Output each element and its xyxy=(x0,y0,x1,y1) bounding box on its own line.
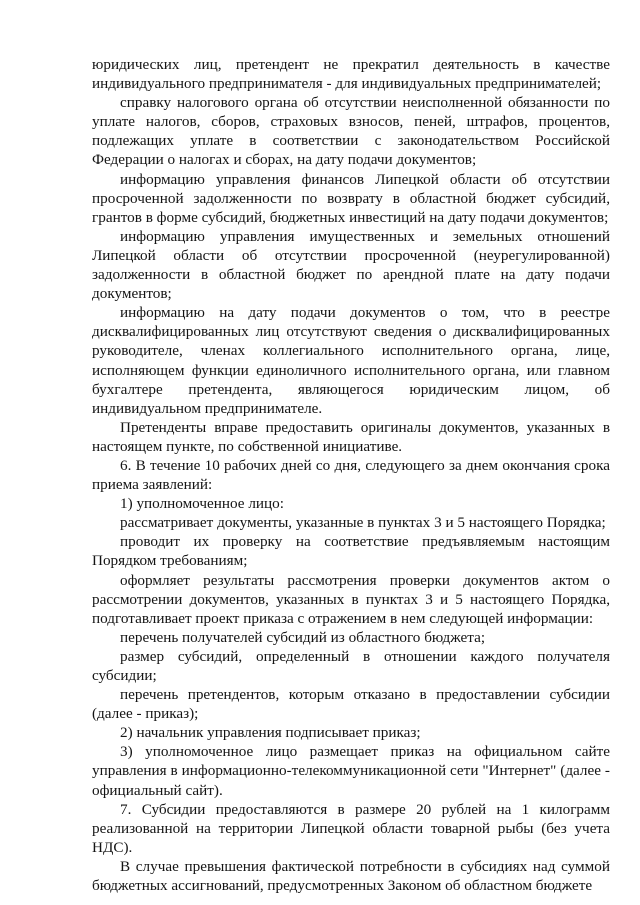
paragraph-property-info: информацию управления имущественных и земельных отношений Липецкой области об отсутствии просроченной (неурегулированной) задолженности в областной бюджет по арендной плате на дату подачи документов; xyxy=(92,227,610,303)
paragraph-reviews: рассматривает документы, указанные в пунктах 3 и 5 настоящего Порядка; xyxy=(120,514,606,532)
paragraph-item-7: 7. Субсидии предоставляются в размере 20 рублей на 1 килограмм реализованной на территории Липецкой области товарной рыбы (без учета НДС). xyxy=(92,800,610,856)
paragraph-excess: В случае превышения фактической потребности в субсидиях над суммой бюджетных ассигнований, предусмотренных Законом об областном бюджете xyxy=(92,857,610,895)
paragraph-continuation: юридических лиц, претендент не прекратил деятельность в качестве индивидуального предпринимателя - для индивидуальных предпринимателей; xyxy=(92,56,610,93)
paragraph-tax-certificate: справку налогового органа об отсутствии неисполненной обязанности по уплате налогов, сборов, страховых взносов, пеней, штрафов, процентов, подлежащих уплате в соответствии с законодательством Российской Федерации о налогах и сборах, на дату подачи документов; xyxy=(92,94,610,169)
paragraph-sub-1: 1) уполномоченное лицо: xyxy=(120,495,284,513)
paragraph-act: оформляет результаты рассмотрения проверки документов актом о рассмотрении документов, указанных в пунктах 3 и 5 настоящего Порядка, подготавливает проект приказа с отражением в нем следующей информации: xyxy=(92,571,610,627)
paragraph-sub-2: 2) начальник управления подписывает приказ; xyxy=(120,724,421,742)
paragraph-sub-3: 3) уполномоченное лицо размещает приказ на официальном сайте управления в информационно-телекоммуникационной сети "Интернет" (далее - официальный сайт). xyxy=(92,743,610,799)
paragraph-finance-info: информацию управления финансов Липецкой области об отсутствии просроченной задолженности по возврату в областной бюджет субсидий, грантов в форме субсидий, бюджетных инвестиций на дату подачи документов; xyxy=(92,170,610,226)
paragraph-disqualified-registry: информацию на дату подачи документов о том, что в реестре дисквалифицированных лиц отсутствуют сведения о дисквалифицированных руководителе, членах коллегиального исполнительного органа, лице, исполняющем функции единоличного исполнительного органа, или главном бухгалтере претендента, являющегося юридическим лицом, об индивидуальном предпринимателе. xyxy=(92,304,610,417)
document-body xyxy=(92,55,610,895)
paragraph-refused-list: перечень претендентов, которым отказано в предоставлении субсидии (далее - приказ); xyxy=(92,686,610,723)
paragraph-item-6: 6. В течение 10 рабочих дней со дня, следующего за днем окончания срока приема заявлений: xyxy=(92,456,610,494)
paragraph-checks: проводит их проверку на соответствие предъявляемым настоящим Порядком требованиям; xyxy=(92,533,610,570)
paragraph-subsidy-size: размер субсидий, определенный в отношении каждого получателя субсидии; xyxy=(92,647,610,684)
paragraph-recipients-list: перечень получателей субсидий из областного бюджета; xyxy=(120,628,486,646)
paragraph-originals: Претенденты вправе предоставить оригиналы документов, указанных в настоящем пункте, по собственной инициативе. xyxy=(92,418,610,455)
